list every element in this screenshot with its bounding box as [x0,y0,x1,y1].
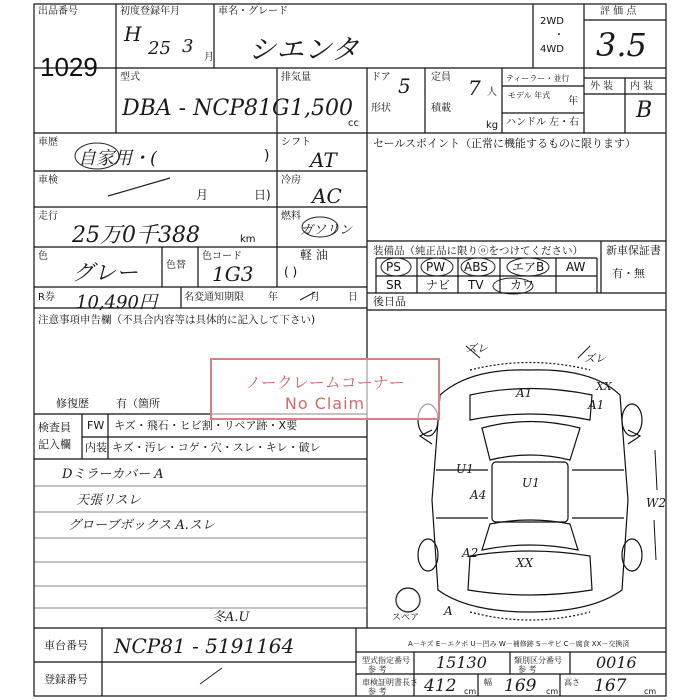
name-change-label: 名変通知期限 [184,292,244,303]
capacity-value: 7 [468,76,481,100]
grade-score: 3.5 [596,26,647,64]
drive-4wd: 4WD [540,44,564,55]
history-label: 車歴 [38,137,58,148]
mark-a2-left: A2 [462,546,479,560]
inspector-note-2: 天張リスレ [76,493,141,508]
mark-front-right: ズレ [584,352,606,365]
mark-a1-top: A1 [516,386,533,400]
warranty-label: 新車保証書 [606,244,661,257]
doors-label: ドア [371,72,391,83]
equip-airbag: エアB [512,260,545,274]
fuel-diesel: 軽 油 [300,248,328,262]
lot-label: 出品番号 [38,6,78,17]
fuel-paren: ( ) [284,265,298,279]
spare-label: スペア [392,613,420,623]
mark-xx-rear: XX [516,556,534,570]
ac-label: 冷房 [281,175,301,186]
type-designation-value: 15130 [436,653,487,672]
type-designation-ref: 参 考 [368,665,387,674]
height-label: 高さ [564,678,580,687]
capacity-unit: 人 [487,87,497,98]
grade-label: 評 価 点 [600,6,637,17]
cert-label: 車検証明書 [362,678,402,687]
drive-dot: ・ [554,30,564,41]
mark-u1-center: U1 [522,476,540,490]
displacement-label: 排気量 [281,72,311,83]
color-code-value: 1G3 [212,262,254,286]
equip-abs: ABS [464,260,488,274]
type-label: 型式 [120,72,140,83]
width-label: 幅 [484,678,492,687]
first-reg-year: 25 [148,38,171,59]
mileage-value: 25万0千388 [72,223,200,248]
history-close: ) [264,148,270,164]
reg-label: 登録番号 [44,673,88,686]
recycle-label: R券 [38,292,55,303]
equipment-label: 装備品（純正品に限りⓞをつけてください） [373,245,583,257]
shape-label: 形状 [371,103,391,114]
height-value: 167 [594,676,627,696]
warranty-value: 有・無 [612,267,645,280]
dealer-label: ティーラー・並行 [506,74,570,83]
handle-label: ハンドル 左・右 [506,117,580,128]
chassis-label: 車台番号 [44,639,88,652]
damage-legend: A－キズ E－エクボ U－凹み W－補修跡 S－サビ C－腐食 XX－交換済 [408,640,630,648]
inspector-label-2: 記入欄 [38,438,71,451]
category-value: 0016 [596,653,637,672]
inspector-note-1: Dミラーカバー A [62,467,164,482]
first-reg-era: H [124,22,142,46]
notes-label: 注意事項申告欄（不具合内容等は具体的に記入して下さい) [38,314,316,326]
mileage-label: 走行 [38,211,58,222]
interior-label: 内 装 [630,81,654,92]
sales-points-label: セールスポイント（正常に機能するものに限ります） [373,137,637,150]
length-unit: cm [464,687,477,696]
fuel-value: ガソリン [300,223,353,238]
inspector-label-1: 検査員 [38,421,71,434]
displacement-value: 1,500 [290,96,353,121]
equip-sr: SR [386,278,402,292]
repair-value: 有（箇所 [116,397,160,410]
doors-value: 5 [398,74,411,98]
no-claim-jp: ノークレームコーナー [245,373,405,392]
inspection-month: 月 [196,188,209,202]
type-value: DBA - NCP81G [122,96,290,121]
mark-a4-left: A4 [470,488,487,502]
displacement-unit: cc [348,118,359,129]
color-value: グレー [72,261,139,286]
load-label: 積載 [431,103,451,114]
name-change-year: 年 [268,292,278,303]
repair-label: 修復歴 [56,397,89,410]
name-change-month: 月 [310,292,320,303]
category-label: 類別区分番号 [514,656,562,665]
width-value: 169 [504,676,537,696]
load-unit: kg [486,120,499,131]
equip-navi: ナビ [426,278,451,292]
cert-ref: 参 考 [368,687,387,696]
no-claim-en: No Claim [284,394,366,413]
mark-front-left: ズレ [466,342,488,355]
length-value: 412 [424,676,457,696]
color-label: 色 [38,251,48,262]
mark-u1-left: U1 [456,462,474,476]
mark-w2-right: W2 [646,496,666,510]
color-change-label: 色替 [166,260,186,271]
model-name: シエンタ [248,33,359,66]
name-change-day: 日 [348,292,358,303]
height-unit: cm [644,687,657,696]
fw-items: キズ・飛石・ヒビ割・リペア跡・X要 [114,419,298,432]
capacity-label: 定員 [431,72,451,83]
chassis-value: NCP81 - 5191164 [114,634,295,658]
inspector-note-3: グローブボックス A.スレ [68,518,215,533]
shift-value: AT [310,148,337,172]
equip-aw: AW [566,260,586,274]
color-code-label: 色コード [202,251,242,262]
type-designation-label: 型式指定番号 [362,656,410,665]
interior-grade: B [636,98,653,123]
model-name-label: 車名・グレード [218,6,288,17]
fw-label: FW [87,419,105,432]
first-reg-label: 初度登録年月 [120,6,180,17]
model-year-unit: 年 [568,96,578,107]
recycle-value: 10,490円 [76,292,157,313]
no-claim-stamp [210,358,440,420]
equip-ps: PS [386,260,401,274]
mark-spare-a: A [444,604,453,618]
interior-check-label: 内装 [85,441,107,454]
ac-value: AC [312,184,342,208]
inspection-label: 車検 [38,175,58,186]
width-unit: cm [546,687,559,696]
exterior-label: 外 装 [590,81,614,92]
shift-label: シフト [281,137,311,148]
mark-a1-right: A1 [588,398,605,412]
category-ref: 参 考 [518,665,537,674]
equip-leather: カワ [510,278,535,292]
equip-tv: TV [468,278,484,292]
interior-check-items: キズ・汚レ・コゲ・穴・スレ・キレ・破レ [112,441,321,454]
lot-number: 1029 [40,52,98,82]
mark-xx-top: XX [596,380,612,393]
rear-items-label: 後日品 [373,295,406,308]
first-reg-month: 3 [182,36,194,57]
fuel-label: 燃料 [281,211,301,222]
drive-2wd: 2WD [540,16,564,27]
first-reg-month-unit: 月 [204,52,214,63]
mileage-unit: km [240,234,256,245]
model-year-label: モデル 年式 [508,91,551,100]
inspection-day: 日) [254,188,271,202]
history-value: 自家用・( [78,148,158,169]
length-label: 長さ [402,678,418,687]
inspector-extra-note: 冬A.U [212,610,250,625]
equip-pw: PW [426,260,446,274]
